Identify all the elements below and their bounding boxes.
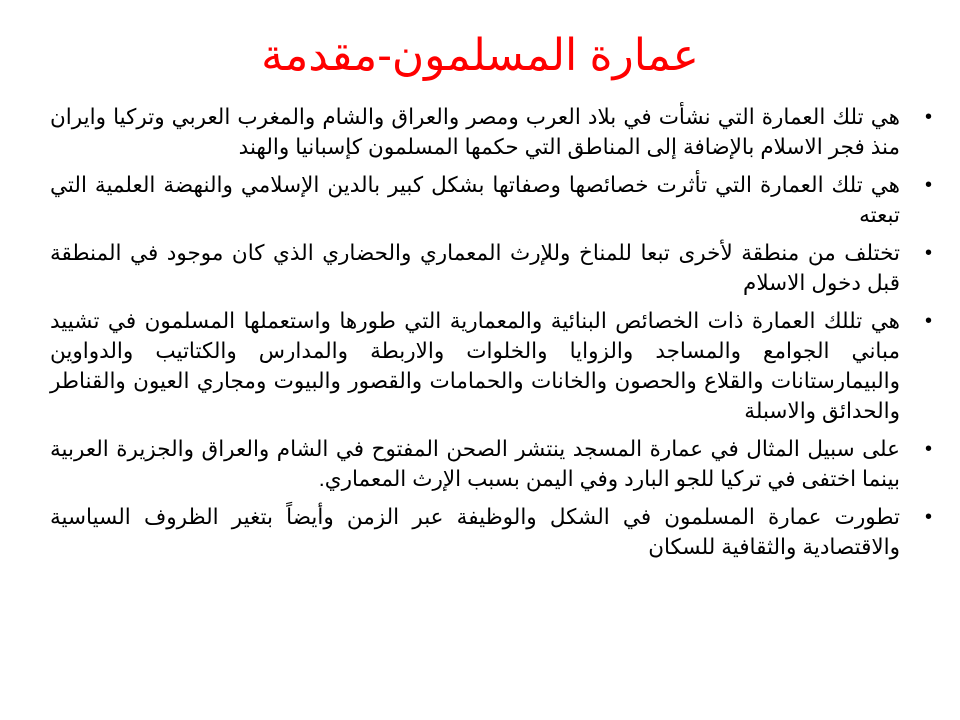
bullet-dot-icon: • <box>924 310 932 332</box>
bullet-item <box>50 502 934 562</box>
bullet-text: على سبيل المثال في عمارة المسجد ينتشر الصحن المفتوح في الشام والعراق والجزيرة العربية بينما اختفى في تركيا للجو البارد وفي اليمن بسبب الإرث المعماري. <box>50 437 900 491</box>
bullet-dot-icon: • <box>924 506 932 528</box>
bullet-item <box>50 102 934 162</box>
bullet-dot-icon: • <box>924 438 932 460</box>
bullet-item <box>50 238 934 298</box>
bullet-list <box>50 102 934 570</box>
bullet-item <box>50 306 934 426</box>
bullet-text: تطورت عمارة المسلمون في الشكل والوظيفة عبر الزمن وأيضاً بتغير الظروف السياسية والاقتصادية والثقافية للسكان <box>50 505 900 559</box>
bullet-dot-icon: • <box>924 174 932 196</box>
bullet-text: هي تللك العمارة ذات الخصائص البنائية والمعمارية التي طورها واستعملها المسلمون في تشييد مباني الجوامع والمساجد والزوايا والخلوات والاربطة والمدارس والكتاتيب والدواوين والبيمارستانات والقلاع والحصون والخانات والحمامات والقصور والبيوت ومجاري العيون والقناطر والحدائق والاسبلة <box>50 309 900 423</box>
bullet-item <box>50 170 934 230</box>
bullet-text: تختلف من منطقة لأخرى تبعا للمناخ وللإرث المعماري والحضاري الذي كان موجود في المنطقة قبل دخول الاسلام <box>50 241 900 295</box>
bullet-dot-icon: • <box>924 242 932 264</box>
bullet-item <box>50 434 934 494</box>
bullet-text: هي تلك العمارة التي تأثرت خصائصها وصفاتها بشكل كبير بالدين الإسلامي والنهضة العلمية التي تبعته <box>50 173 900 227</box>
bullet-text: هي تلك العمارة التي نشأت في بلاد العرب ومصر والعراق والشام والمغرب العربي وتركيا وايران منذ فجر الاسلام بالإضافة إلى المناطق التي حكمها المسلمون كإسبانيا والهند <box>50 105 900 159</box>
bullet-dot-icon: • <box>924 106 932 128</box>
slide-title: عمارة المسلمون-مقدمة <box>261 31 699 80</box>
